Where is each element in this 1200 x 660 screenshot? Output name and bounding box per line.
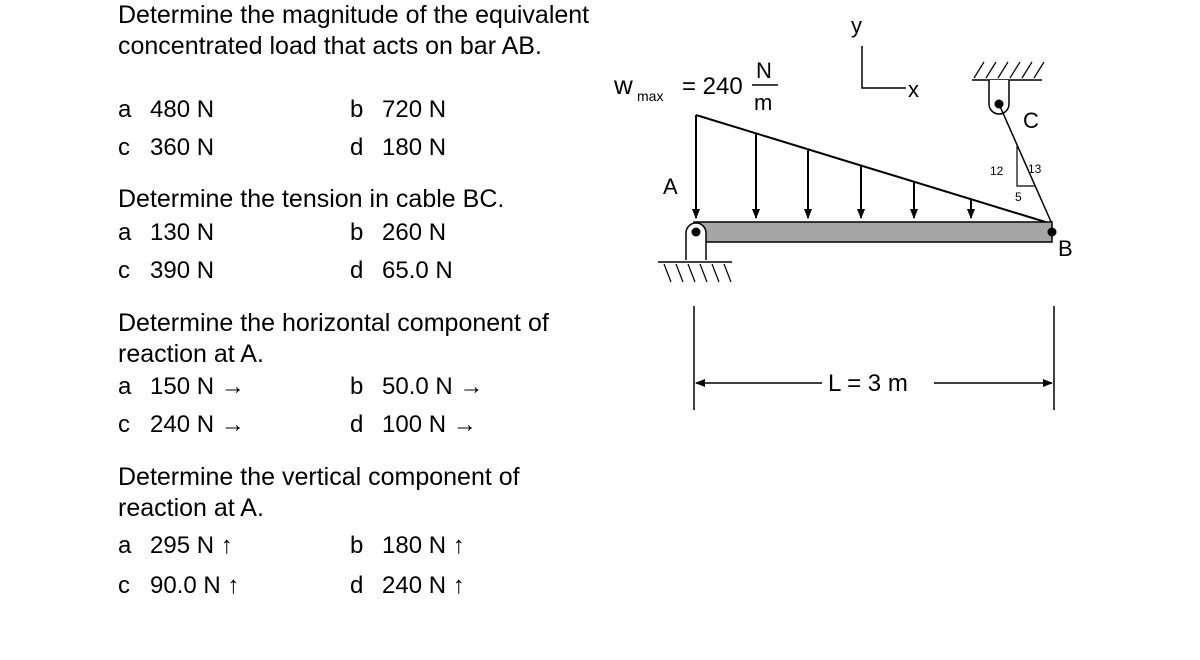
- wmax-label: [613, 58, 778, 115]
- question-4: [118, 462, 638, 524]
- choice-letter: b: [350, 532, 364, 559]
- pin-b: [1048, 228, 1057, 237]
- point-b-label: B: [1058, 236, 1073, 261]
- question-1-choice-b[interactable]: [350, 96, 446, 124]
- choice-text: 180 N ↑: [382, 532, 465, 559]
- choice-letter: c: [118, 257, 130, 284]
- beam-diagram: [600, 0, 1200, 660]
- choice-letter: b: [350, 219, 364, 246]
- choice-text: 240 N →: [150, 411, 245, 438]
- choice-text: 720 N: [382, 96, 447, 123]
- choice-text: 295 N ↑: [150, 532, 233, 559]
- question-1-choice-d[interactable]: [350, 134, 446, 162]
- question-4-title: Determine the vertical component of reaction at A.: [118, 463, 520, 522]
- beam-ab: [694, 222, 1052, 242]
- question-2-title: Determine the tension in cable BC.: [118, 185, 505, 213]
- question-2-choice-a[interactable]: [118, 219, 214, 247]
- slope-triangle: [990, 146, 1042, 204]
- choice-text: 360 N: [150, 134, 215, 161]
- question-3-choice-a[interactable]: [118, 373, 245, 401]
- question-4-choice-a[interactable]: [118, 532, 233, 560]
- wmax-subscript: max: [637, 88, 664, 104]
- question-2-choice-d[interactable]: [350, 257, 453, 285]
- slope-5: 5: [1015, 190, 1022, 204]
- question-2: [118, 184, 638, 215]
- question-3-choice-d[interactable]: [350, 411, 477, 439]
- choice-text: 240 N ↑: [382, 572, 465, 599]
- pin-a: [692, 228, 701, 237]
- slope-12: 12: [990, 164, 1004, 178]
- choice-letter: d: [350, 411, 364, 438]
- ceiling-support: [972, 62, 1044, 114]
- length-dimension: [694, 306, 1054, 410]
- question-4-choice-d[interactable]: [350, 572, 465, 600]
- axes: [851, 13, 919, 102]
- wmax-symbol: w: [614, 70, 633, 100]
- choice-letter: d: [350, 257, 364, 284]
- question-4-choice-c[interactable]: [118, 572, 239, 600]
- slope-13: 13: [1028, 162, 1042, 176]
- axis-y-label: y: [851, 13, 862, 38]
- point-c-label: C: [1023, 108, 1039, 133]
- unit-numerator: N: [756, 58, 772, 83]
- choice-letter: a: [118, 96, 132, 123]
- question-1-choice-c[interactable]: [118, 134, 214, 162]
- choice-letter: a: [118, 219, 132, 246]
- question-3-choice-b[interactable]: [350, 373, 483, 401]
- choice-letter: a: [118, 532, 132, 559]
- unit-denominator: m: [754, 90, 773, 115]
- question-1-choice-a[interactable]: [118, 96, 214, 124]
- question-3-title: Determine the horizontal component of reaction at A.: [118, 309, 549, 368]
- choice-text: 100 N →: [382, 411, 477, 438]
- choice-text: 130 N: [150, 219, 215, 246]
- choice-letter: a: [118, 373, 132, 400]
- question-3: [118, 308, 638, 370]
- choice-text: 390 N: [150, 257, 215, 284]
- choice-text: 65.0 N: [382, 257, 453, 284]
- choice-text: 180 N: [382, 134, 447, 161]
- choice-letter: c: [118, 411, 130, 438]
- question-2-choice-b[interactable]: [350, 219, 446, 247]
- length-label: L = 3 m: [828, 370, 908, 397]
- choice-text: 480 N: [150, 96, 215, 123]
- choice-text: 90.0 N ↑: [150, 572, 240, 599]
- choice-text: 150 N →: [150, 373, 245, 400]
- question-3-choice-c[interactable]: [118, 411, 245, 439]
- choice-text: 260 N: [382, 219, 447, 246]
- point-a-label: A: [663, 174, 678, 199]
- question-2-choice-c[interactable]: [118, 257, 214, 285]
- choice-letter: d: [350, 134, 364, 161]
- axis-x-label: x: [908, 77, 919, 102]
- choice-letter: d: [350, 572, 364, 599]
- choice-letter: c: [118, 572, 130, 599]
- wmax-value: = 240: [682, 73, 743, 100]
- question-1: [118, 0, 638, 62]
- choice-letter: b: [350, 96, 364, 123]
- choice-text: 50.0 N →: [382, 373, 484, 400]
- question-1-title: Determine the magnitude of the equivalent concentrated load that acts on bar AB.: [118, 1, 590, 60]
- choice-letter: c: [118, 134, 130, 161]
- choice-letter: b: [350, 373, 364, 400]
- question-4-choice-b[interactable]: [350, 532, 465, 560]
- axes-corner: [862, 46, 906, 88]
